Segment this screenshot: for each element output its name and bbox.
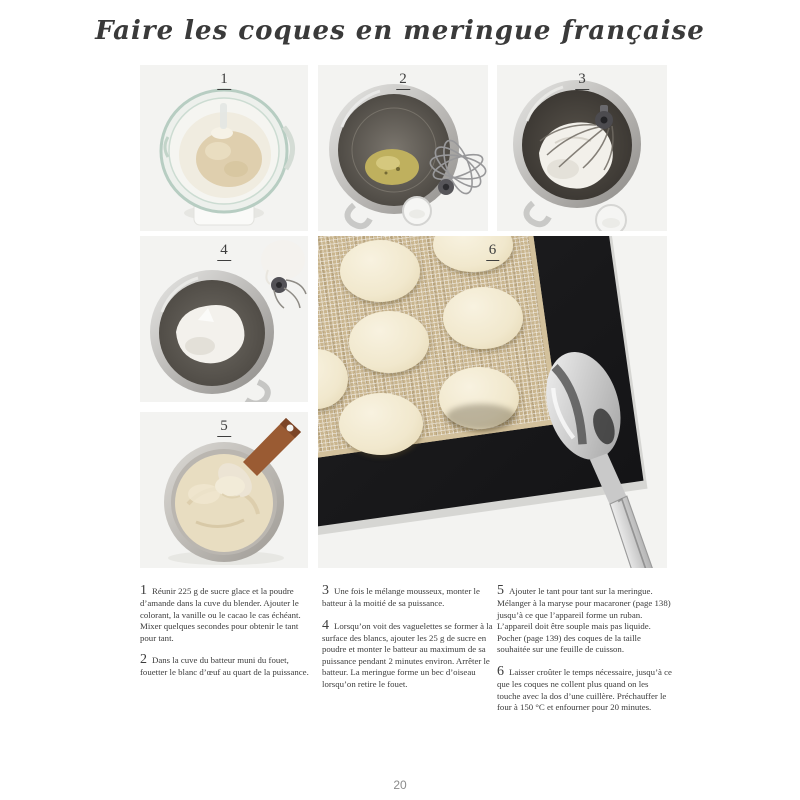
step-text-2: 2 Dans la cuve du batteur muni du fouet, fouetter le blanc d’œuf au quart de la puissance. [140,652,309,678]
photo-step-4-stiff-meringue [140,236,308,402]
bowl-handle [246,382,268,402]
bowl-handle [526,203,549,224]
step-text-4: 4 Lorsqu’on voit des vaguelettes se former à la surface des blancs, ajouter les 25 g de sucre en poudre et monter le batteur au maximum de sa puissance pendant 2 minutes environ. Arrêter le batteur. La meringue forme un bec d’oiseau lorsqu’on retire le fouet. [322,617,493,690]
bowl-handle [347,205,370,226]
photo-number-label: 1 [217,70,231,90]
photo-step-2-egg-whites [318,65,488,231]
page-number: 20 [393,778,407,792]
photo-step-6-piped-shells [318,236,667,568]
step-text-6: 6 Laisser croûter le temps nécessaire, jusqu’à ce que les coques ne collent plus quand on les touche avec la dos d’une cuillère. Préchauffer le four à 150 °C et enfourner pour 20 minutes. [497,664,672,713]
spoon [430,338,667,568]
photo-number-label: 2 [396,70,410,90]
step-text-1: 1 Réunir 225 g de sucre glace et la poudre d’amande dans la cuve du blender. Ajouter le colorant, la vanille ou le cacao le cas échéant. Mixer quelques secondes pour obtenir le tant pour tant. [140,583,301,643]
step-text-5: 5 Ajouter le tant pour tant sur la meringue. Mélanger à la maryse pour macaroner (page 138) jusqu’à ce que l’appareil forme un ruban. L’appareil doit être souple mais pas liquide. Pocher (page 139) des coques de la taille souhaitée sur une feuille de cuisson. [497,583,671,655]
photo-step-1-blender [140,65,308,231]
photo-number-label: 6 [486,241,500,261]
instructions-column-2 [322,584,494,700]
step-text-3: 3 Une fois le mélange mousseux, monter le batteur à la moitié de sa puissance. [322,583,480,608]
macaron-shell [339,393,423,455]
macaron-shell [349,311,429,373]
photo-number-label: 4 [217,241,231,261]
photo-step-3-soft-meringue [497,65,667,231]
photo-step-5-batter-spatula [140,412,308,568]
photo-number-label: 5 [217,417,231,437]
photo-number-label: 3 [575,70,589,90]
instructions-column-3 [497,584,673,723]
instructions-column-1 [140,584,312,688]
macaron-shell [340,240,420,302]
page-title: Faire les coques en meringue française [95,16,705,46]
